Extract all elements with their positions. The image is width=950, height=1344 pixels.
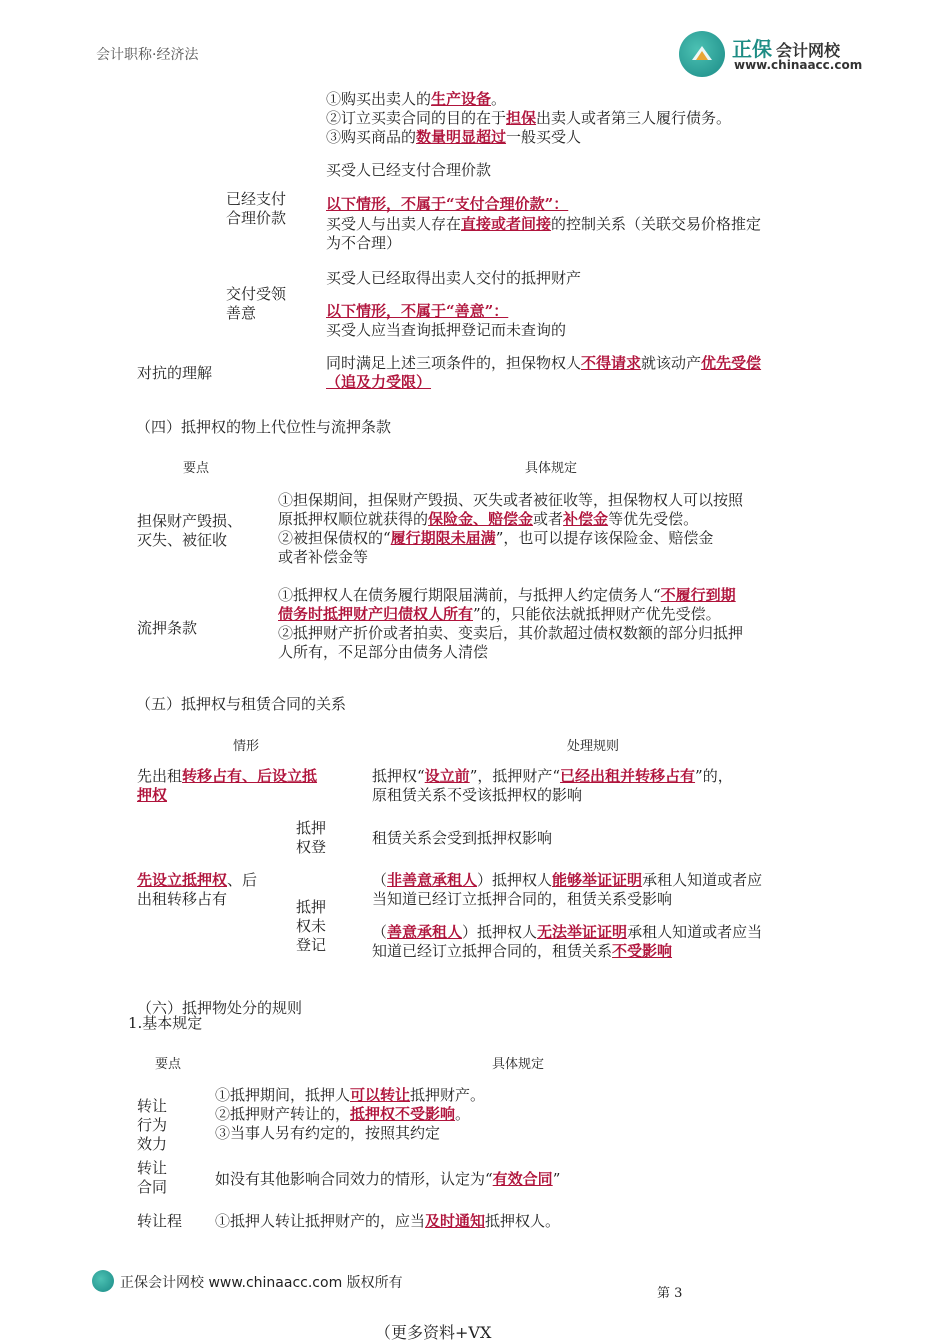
logo-brand: 正保 会计网校 xyxy=(732,37,841,61)
section-4-title: （四）抵押权的物上代位性与流押条款 xyxy=(136,418,392,436)
paid-label: 已经支付 xyxy=(226,190,287,208)
good-faith-exception: 以下情形，不属于“善意”： xyxy=(326,302,509,320)
col-header-1: 要点 xyxy=(183,461,210,476)
section-6-title: （六）抵押物处分的规则 xyxy=(137,999,303,1017)
against-label: 对抗的理解 xyxy=(137,364,213,382)
col-header-2: 处理规则 xyxy=(567,739,620,754)
cut-line: 买受人已经支付合理价款 xyxy=(326,161,492,179)
paid-desc: 买受人与出卖人存在直接或者间接的控制关系（关联交易价格推定 xyxy=(326,215,762,233)
item-3: ③购买商品的数量明显超过一般买受人 xyxy=(326,128,582,146)
row-label: 流押条款 xyxy=(137,619,198,637)
footer-logo-icon xyxy=(92,1270,114,1292)
col-header-2: 具体规定 xyxy=(525,461,578,476)
logo-url: www.chinaacc.com xyxy=(734,58,863,72)
item-1: ①购买出卖人的生产设备。 xyxy=(326,90,507,108)
footer-more: （更多资料+VX xyxy=(375,1323,492,1342)
col-header-2: 具体规定 xyxy=(492,1057,545,1072)
paid-exception-title: 以下情形，不属于“支付合理价款”： xyxy=(326,195,569,213)
page-number: 第 3 xyxy=(657,1286,683,1301)
against-text: 同时满足上述三项条件的，担保物权人不得请求就该动产优先受偿 xyxy=(326,354,762,372)
footer-brand: 正保会计网校 www.chinaacc.com 版权所有 xyxy=(120,1275,403,1291)
section-5-title: （五）抵押权与租赁合同的关系 xyxy=(136,695,347,713)
row-label: 担保财产毁损、 xyxy=(137,512,243,530)
book-icon xyxy=(690,42,714,64)
col-header-1: 情形 xyxy=(233,739,260,754)
col-header-1: 要点 xyxy=(155,1057,182,1072)
header-fragment: 会计职称·经济法 xyxy=(96,47,199,63)
good-faith-label: 交付受领 xyxy=(226,285,287,303)
item-2: ②订立买卖合同的目的在于担保出卖人或者第三人履行债务。 xyxy=(326,109,732,127)
cut-line-2: 买受人已经取得出卖人交付的抵押财产 xyxy=(326,269,582,287)
